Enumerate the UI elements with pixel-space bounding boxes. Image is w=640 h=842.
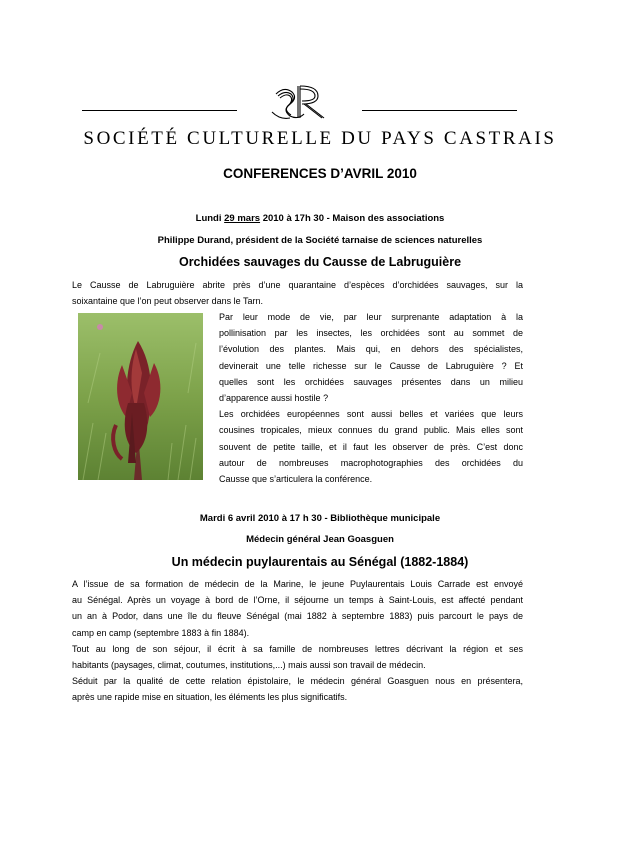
body-line: Les orchidées européennes sont aussi belles et variées que leurs: [219, 409, 523, 420]
conference1-intro: [72, 277, 523, 309]
body-line: au Sénégal. Après un voyage à bord de l’Orne, il séjourne un temps à Saint-Louis, est affecté pendant: [72, 595, 523, 606]
body-line: cousines tropicales, mieux connues du grand public. Mais elles sont: [219, 425, 523, 436]
body-line: habitants (paysages, climat, coutumes, institutions,...) mais aussi son travail de médecin.: [72, 660, 426, 671]
conference2-date: Mardi 6 avril 2010 à 17 h 30 - Bibliothèque municipale: [199, 513, 441, 524]
conference1-date-day: Lundi: [195, 213, 222, 224]
society-logo: [270, 82, 328, 122]
intro-line: soixantaine que l’on peut observer dans le Tarn.: [72, 296, 263, 307]
body-line: devinerait une telle richesse sur le Causse de Labruguière ? Et: [219, 360, 523, 371]
conference1-date-underlined: 29 mars: [224, 213, 261, 224]
conference1-date: [0, 213, 640, 224]
orchid-photo: [78, 313, 203, 480]
body-line: un an à Podor, dans une île du fleuve Sénégal (mai 1882 à septembre 1883) puis parcourt le pays de: [72, 611, 523, 622]
conference1-talk-title: Orchidées sauvages du Causse de Labruguière: [178, 255, 462, 269]
body-line: camp en camp (septembre 1883 à fin 1884).: [72, 627, 250, 638]
body-line: pollinisation par les insectes, les orchidées sont au sommet de: [219, 328, 523, 339]
society-name: SOCIÉTÉ CULTURELLE DU PAYS CASTRAIS: [83, 128, 557, 149]
intro-line: Le Causse de Labruguière abrite près d’une quarantaine d’espèces d’orchidées sauvages, sur la: [72, 280, 523, 290]
body-line: quelles sont les orchidées sauvages présentes dans un milieu: [219, 376, 523, 387]
body-line: souvent de petite taille, et il faut les observer de près. C’est donc: [219, 441, 523, 452]
body-line: Causse que s’articulera la conférence.: [219, 474, 373, 485]
conference1-body: [219, 309, 523, 487]
body-line: après une rapide mise en situation, les éléments les plus significatifs.: [72, 692, 348, 703]
header-rule-left: [82, 110, 237, 111]
body-line: d’apparence aussi hostile ?: [219, 393, 329, 404]
page-title: CONFERENCES D’AVRIL 2010: [223, 166, 417, 181]
body-line: Séduit par la qualité de cette relation épistolaire, le médecin général Goasguen nous en présentera,: [72, 676, 523, 687]
conference2-body: [72, 576, 523, 706]
conference1-speaker: Philippe Durand, président de la Société tarnaise de sciences naturelles: [157, 235, 483, 246]
conference2-speaker: Médecin général Jean Goasguen: [246, 534, 394, 545]
body-line: Par leur mode de vie, par leur surprenante adaptation à la: [219, 312, 523, 322]
body-line: Tout au long de son séjour, il écrit à sa famille de nombreuses lettres décrivant la région et ses: [72, 643, 523, 654]
header-rule-right: [362, 110, 517, 111]
body-line: l’évolution des plantes. Mais qui, en dehors des spécialistes,: [219, 344, 523, 355]
body-line: A l’issue de sa formation de médecin de la Marine, le jeune Puylaurentais Louis Carrade est envoyé: [72, 579, 523, 589]
body-line: autour de nombreuses macrophotographies des orchidées du: [219, 457, 523, 468]
conference2-talk-title: Un médecin puylaurentais au Sénégal (1882-1884): [171, 555, 469, 569]
conference1-date-rest: 2010 à 17h 30 - Maison des associations: [260, 213, 445, 224]
